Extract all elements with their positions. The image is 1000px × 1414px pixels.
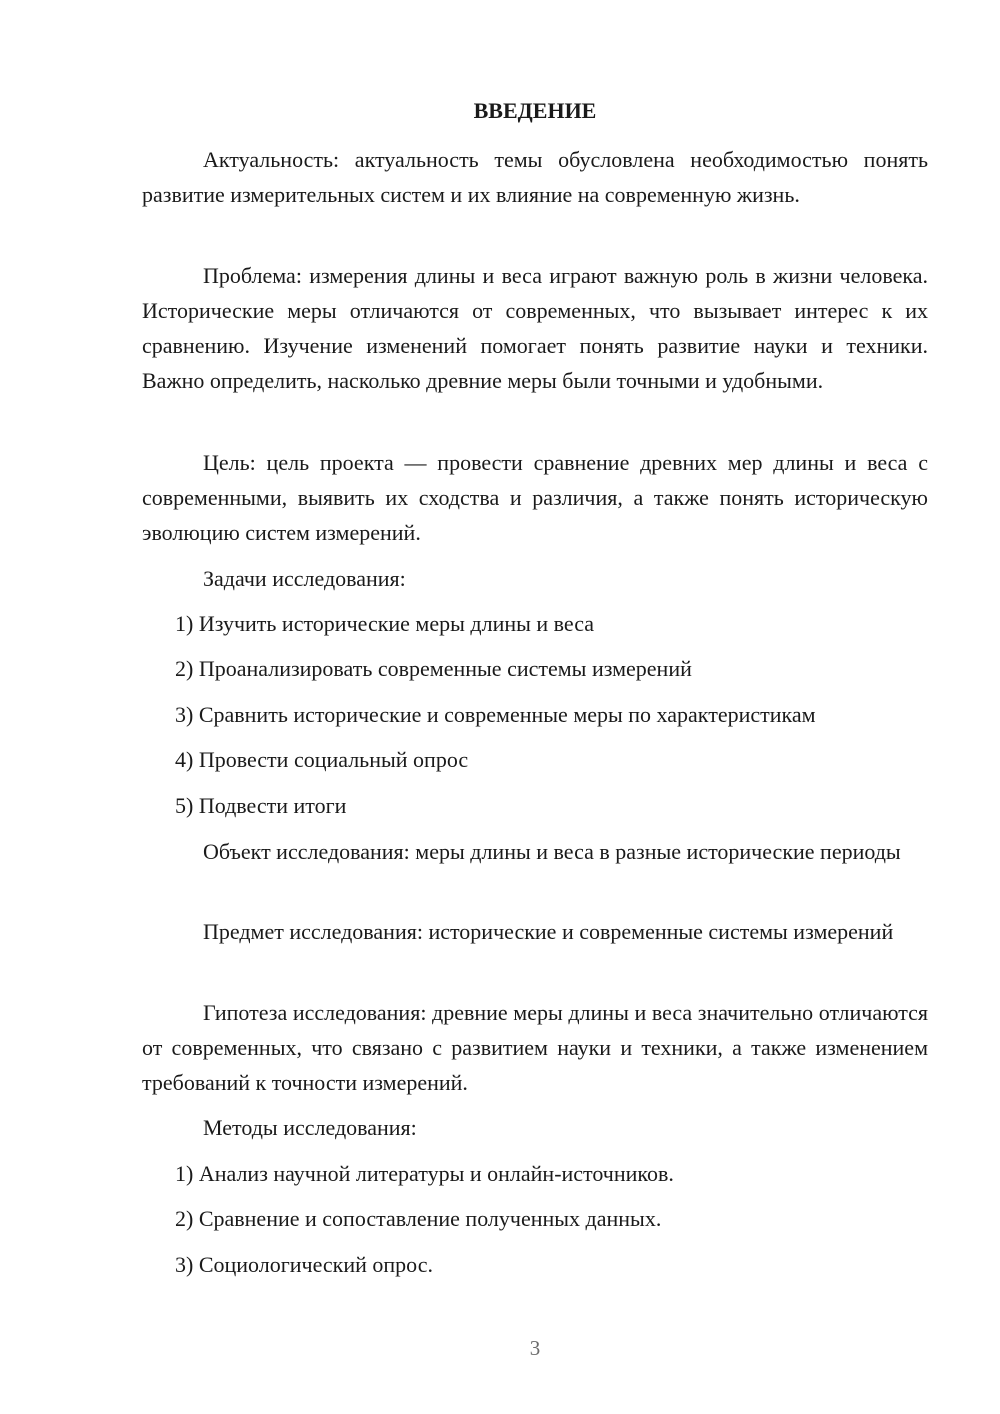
object-paragraph: Объект исследования: меры длины и веса в разные исторические периоды xyxy=(203,839,901,864)
method-item: 1) Анализ научной литературы и онлайн-источников. xyxy=(175,1161,674,1186)
relevance-paragraph: Актуальность: актуальность темы обусловлена необходимостью понять развитие измерительных систем и их влияние на современную жизнь. xyxy=(142,147,928,207)
task-item: 3) Сравнить исторические и современные меры по характеристикам xyxy=(175,702,816,727)
page-number: 3 xyxy=(529,1336,541,1360)
methods-label: Методы исследования: xyxy=(203,1115,417,1140)
method-item: 3) Социологический опрос. xyxy=(175,1252,433,1277)
section-heading: ВВЕДЕНИЕ xyxy=(473,98,597,123)
goal-paragraph: Цель: цель проекта — провести сравнение древних мер длины и веса с современными, выявить их сходства и различия, а также понять историческую эволюцию систем измерений. xyxy=(142,450,928,545)
method-item: 2) Сравнение и сопоставление полученных данных. xyxy=(175,1206,662,1231)
task-item: 5) Подвести итоги xyxy=(175,793,347,818)
problem-paragraph: Проблема: измерения длины и веса играют важную роль в жизни человека. Исторические меры отличаются от современных, что вызывает интерес к их сравнению. Изучение изменений помогает понять развитие науки и техники. Важно определить, насколько древние меры были точными и удобными. xyxy=(142,263,928,393)
task-item: 4) Провести социальный опрос xyxy=(175,747,469,772)
tasks-label: Задачи исследования: xyxy=(203,566,406,591)
subject-paragraph: Предмет исследования: исторические и современные системы измерений xyxy=(203,919,894,944)
hypothesis-paragraph: Гипотеза исследования: древние меры длины и веса значительно отличаются от современных, что связано с развитием науки и техники, а также изменением требований к точности измерений. xyxy=(142,1000,928,1095)
task-item: 1) Изучить исторические меры длины и веса xyxy=(175,611,595,636)
task-item: 2) Проанализировать современные системы измерений xyxy=(175,656,692,681)
